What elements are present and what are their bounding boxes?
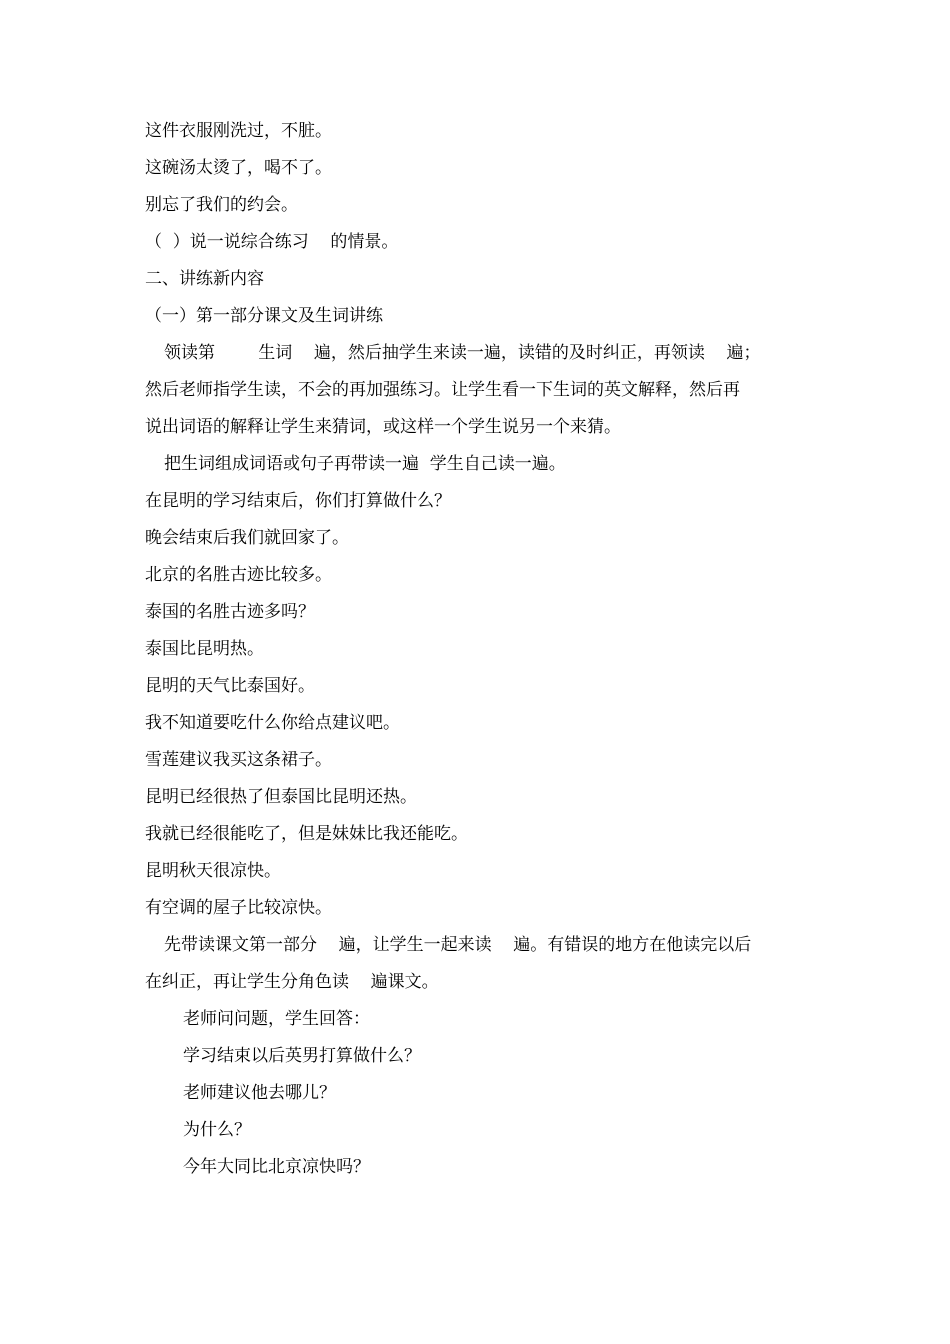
- text-line: 泰国的名胜古迹多吗？: [145, 602, 315, 622]
- text-line: 老师问问题，学生回答：: [183, 1009, 370, 1029]
- text-line: 晚会结束后我们就回家了。: [145, 528, 349, 548]
- text-line: 把生词组成词语或句子再带读一遍 学生自己读一遍。: [164, 454, 566, 474]
- question-line: 老师建议他去哪儿？: [183, 1083, 336, 1103]
- text-line: 这件衣服刚洗过，不脏。: [145, 121, 332, 141]
- text-line: 在纠正，再让学生分角色读 遍课文。: [145, 972, 439, 992]
- text-line: 泰国比昆明热。: [145, 639, 264, 659]
- text-line: 领读第 生词 遍，然后抽学生来读一遍，读错的及时纠正，再领读 遍；: [164, 343, 761, 363]
- text-line: 这碗汤太烫了，喝不了。: [145, 158, 332, 178]
- document-body: [145, 113, 815, 1186]
- question-line: 学习结束以后英男打算做什么？: [183, 1046, 421, 1066]
- text-line: 别忘了我们的约会。: [145, 195, 298, 215]
- question-line: 今年大同比北京凉快吗？: [183, 1157, 370, 1177]
- text-line: 我就已经很能吃了，但是妹妹比我还能吃。: [145, 824, 468, 844]
- text-line: 昆明已经很热了但泰国比昆明还热。: [145, 787, 417, 807]
- text-line: 先带读课文第一部分 遍，让学生一起来读 遍。有错误的地方在他读完以后: [164, 935, 752, 955]
- text-line: 昆明的天气比泰国好。: [145, 676, 315, 696]
- text-line: 在昆明的学习结束后，你们打算做什么？: [145, 491, 451, 511]
- question-line: 为什么？: [183, 1120, 251, 1140]
- text-line: （ ）说一说综合练习 的情景。: [145, 232, 399, 252]
- text-line: 昆明秋天很凉快。: [145, 861, 281, 881]
- text-line: 雪莲建议我买这条裙子。: [145, 750, 332, 770]
- subsection-heading: （一）第一部分课文及生词讲练: [145, 306, 383, 326]
- text-line: 说出词语的解释让学生来猜词，或这样一个学生说另一个来猜。: [145, 417, 621, 437]
- text-line: 然后老师指学生读，不会的再加强练习。让学生看一下生词的英文解释，然后再: [145, 380, 740, 400]
- text-line: 有空调的屋子比较凉快。: [145, 898, 332, 918]
- section-heading: 二、讲练新内容: [145, 269, 264, 289]
- text-line: 我不知道要吃什么你给点建议吧。: [145, 713, 400, 733]
- text-line: 北京的名胜古迹比较多。: [145, 565, 332, 585]
